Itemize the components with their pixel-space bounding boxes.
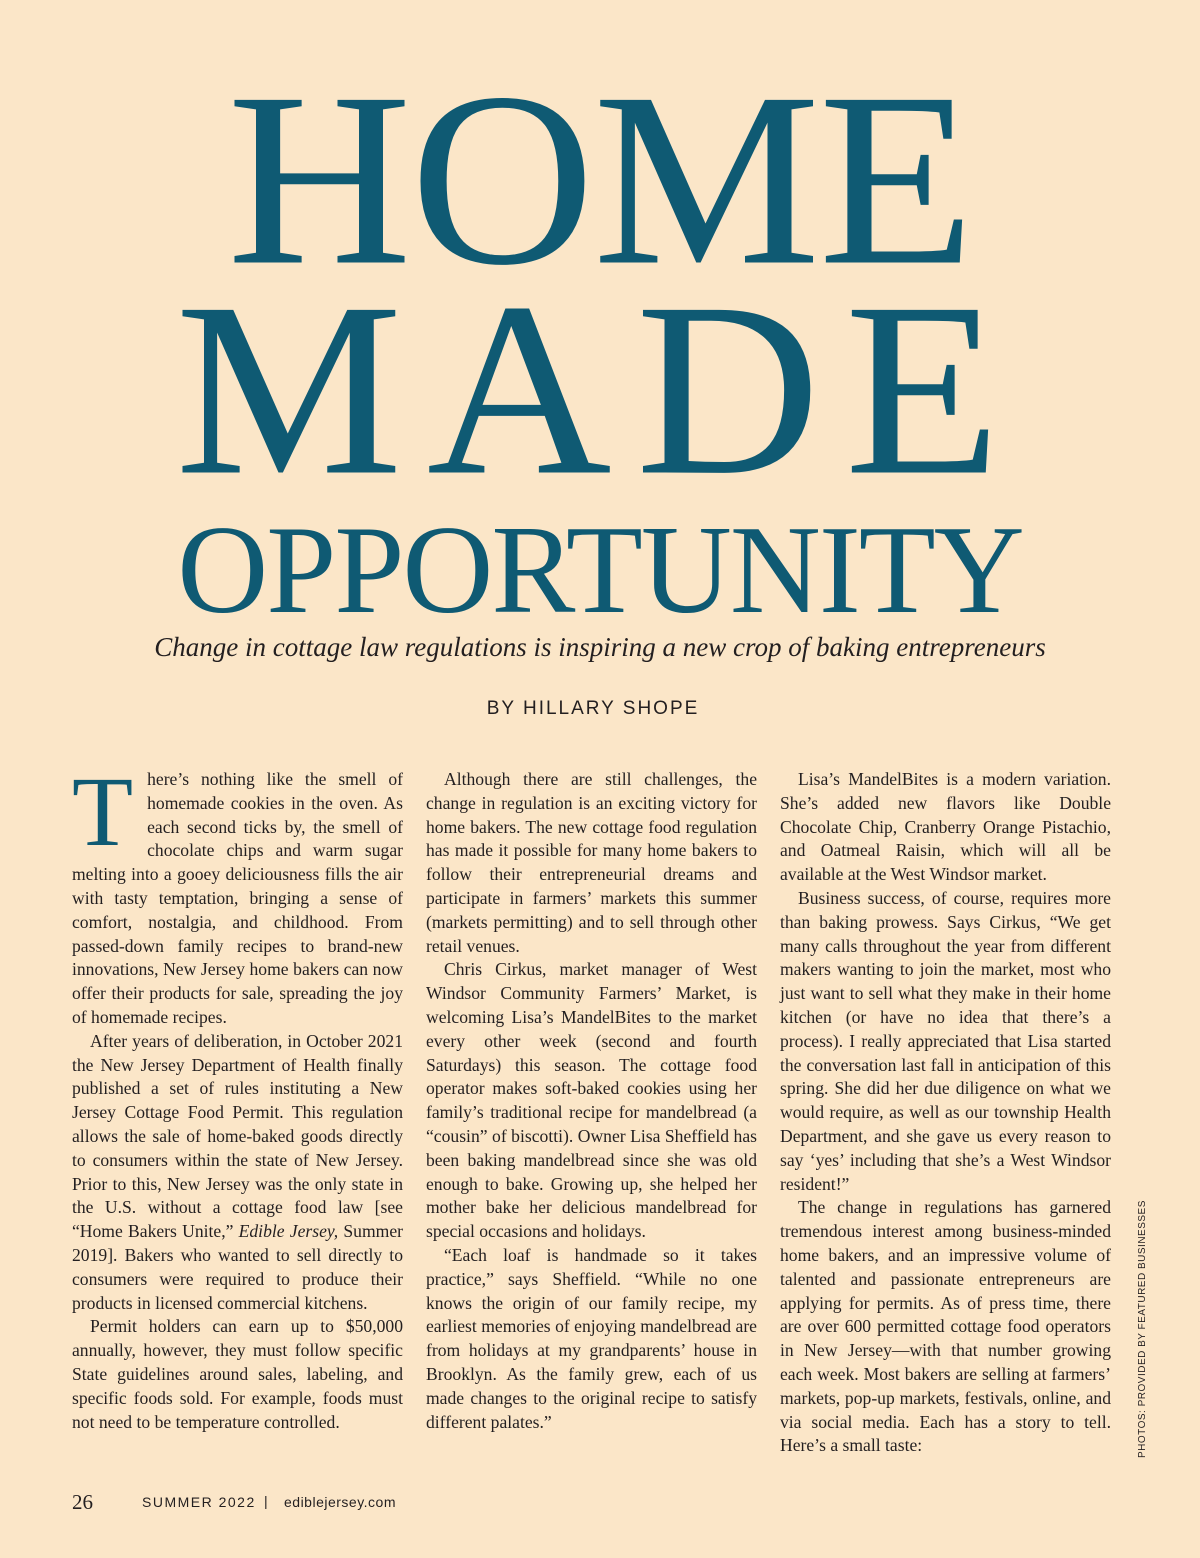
paragraph-text: here’s nothing like the smell of homemade cookies in the oven. As each second ticks by, the smell of chocolate chips and warm sugar melting into a gooey deliciousness fills the air with tasty temptation, bringing a sense of comfort, nostalgia, and childhood. From passed-down family recipes to brand-new innovations, New Jersey home bakers can now offer their products for sale, spreading the joy of homemade recipes. xyxy=(72,769,403,1027)
website-link[interactable]: ediblejersey.com xyxy=(284,1494,397,1510)
article-column-3 xyxy=(780,768,1111,1458)
footer-separator: | xyxy=(264,1493,268,1509)
paragraph: Chris Cirkus, market manager of West Windsor Community Farmers’ Market, is welcoming Lisa’s MandelBites to the market every other week (second and fourth Saturdays) this season. The cottage food operator makes soft-baked cookies using her family’s traditional recipe for mandelbread (a “cousin” of biscotti). Owner Lisa Sheffield has been baking mandelbread since she was old enough to bake. Growing up, she helped her mother bake her delicious mandelbread for special occasions and holidays. xyxy=(426,959,757,1242)
photo-credit: PHOTOS: PROVIDED BY FEATURED BUSINESSES xyxy=(1137,1200,1148,1458)
byline: BY HILLARY SHOPE xyxy=(486,698,700,719)
paragraph: Although there are still challenges, the change in regulation is an exciting victory for home bakers. The new cottage food regulation has made it possible for many home bakers to follow their entrepreneurial dreams and participate in farmers’ markets this summer (markets permitting) and to sell through other retail venues. xyxy=(426,769,757,956)
paragraph-text: Summer 2019]. Bakers who wanted to sell directly to consumers were required to produce their products in licensed commercial kitchens. xyxy=(72,1221,403,1313)
paragraph: Lisa’s MandelBites is a modern variation. She’s added new flavors like Double Chocolate Chip, Cranberry Orange Pistachio, and Oatmeal Raisin, which will all be available at the West Windsor market. xyxy=(780,769,1111,885)
article-column-1 xyxy=(72,756,403,1434)
paragraph xyxy=(72,1030,403,1316)
publication-title: Edible Jersey, xyxy=(238,1221,339,1242)
paragraph xyxy=(72,756,403,1030)
paragraph: Permit holders can earn up to $50,000 annually, however, they must follow specific State guidelines around sales, labeling, and specific foods sold. For example, foods must not need to be temperature controlled. xyxy=(72,1316,403,1432)
paragraph: “Each loaf is handmade so it takes practice,” says Sheffield. “While no one knows the origin of our family recipe, my earliest memories of enjoying mandelbread are from holidays at my grandparents’ house in Brooklyn. As the family grew, each of us made changes to the original recipe to satisfy different palates.” xyxy=(426,1244,757,1432)
drop-cap: T xyxy=(72,756,134,867)
issue-label: SUMMER 2022 xyxy=(142,1494,256,1510)
headline-line-1: HOME xyxy=(227,42,973,317)
page-number: 26 xyxy=(72,1490,93,1514)
headline-line-2: MADE xyxy=(175,252,1025,527)
article-column-2 xyxy=(426,768,757,1434)
subtitle-dek: Change in cottage law regulations is inspiring a new crop of baking entrepreneurs xyxy=(154,632,1046,662)
paragraph: Business success, of course, requires more than baking prowess. Says Cirkus, “We get many calls throughout the year from different makers wanting to join the market, most who just want to sell what they make in their home kitchen (or have no idea that there’s a process). I really appreciated that Lisa started the conversation last fall in anticipation of this spring. She did her due diligence on what we would require, as well as our township Health Department, and she gave us every reason to say ‘yes’ including that she’s a West Windsor resident!” xyxy=(780,887,1111,1194)
headline-line-3: OPPORTUNITY xyxy=(177,501,1023,640)
paragraph: The change in regulations has garnered tremendous interest among business-minded home bakers, and an impressive volume of talented and passionate entrepreneurs are applying for permits. As of press time, there are over 600 permitted cottage food operators in New Jersey—with that number growing each week. Most bakers are selling at farmers’ markets, pop-up markets, festivals, online, and via social media. Each has a story to tell. Here’s a small taste: xyxy=(780,1197,1111,1456)
paragraph-text: After years of deliberation, in October 2021 the New Jersey Department of Health finally published a set of rules instituting a New Jersey Cottage Food Permit. This regulation allows the sale of home-baked goods directly to consumers within the state of New Jersey. Prior to this, New Jersey was the only state in the U.S. without a cottage food law [see “Home Bakers Unite,” xyxy=(72,1030,403,1242)
